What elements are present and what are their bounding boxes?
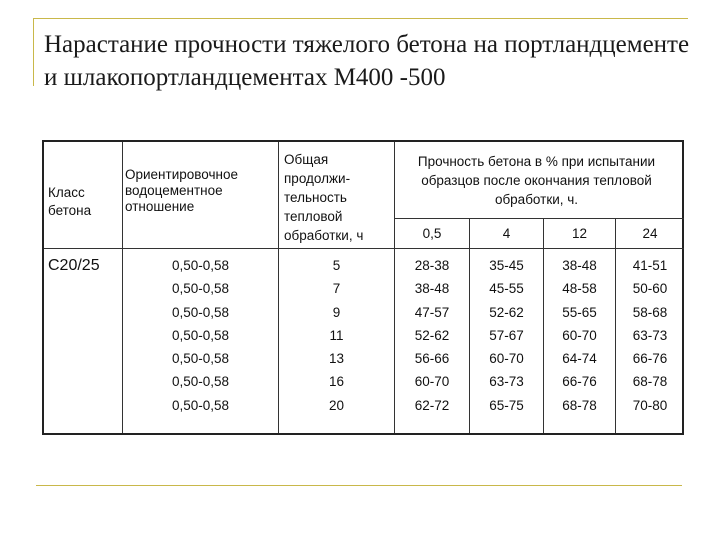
table-cell: 55-65 xyxy=(562,304,597,320)
left-decorative-line xyxy=(33,18,34,86)
table-cell: 0,50-0,58 xyxy=(171,327,230,343)
table-cell: 66-76 xyxy=(632,351,668,367)
table-cell: 47-57 xyxy=(414,304,450,320)
header-duration: Общая продолжи-тельность тепловой обработки, ч xyxy=(284,152,364,243)
table-cell: 0,50-0,58 xyxy=(171,351,230,367)
top-decorative-line xyxy=(33,18,688,19)
strength-12-column xyxy=(544,254,615,417)
table-divider xyxy=(44,248,684,249)
table-cell: 16 xyxy=(328,374,345,390)
table-cell: 0,50-0,58 xyxy=(171,258,230,273)
table-cell: 60-70 xyxy=(414,374,450,390)
table-cell: 60-70 xyxy=(489,351,524,367)
header-class: Класс бетона xyxy=(48,185,92,218)
table-cell: 0,50-0,58 xyxy=(171,304,230,320)
class-value: С20/25 xyxy=(48,257,100,274)
table-cell: 52-62 xyxy=(489,304,524,320)
table-cell: 41-51 xyxy=(632,258,668,273)
table-cell: 63-73 xyxy=(489,374,524,390)
header-water-cement: Ориентировочное водоцементное отношение xyxy=(125,167,238,214)
header-time-12: 12 xyxy=(571,226,588,241)
strength-24-column xyxy=(616,254,684,417)
table-cell: 13 xyxy=(328,351,345,367)
table-cell: 50-60 xyxy=(632,281,668,297)
table-cell: 0,50-0,58 xyxy=(171,374,230,390)
header-strength: Прочность бетона в % при испытании образцов после окончания тепловой обработки, ч. xyxy=(417,154,656,207)
table-divider xyxy=(394,218,684,219)
table-cell: 7 xyxy=(332,281,341,297)
table-cell: 20 xyxy=(328,397,345,413)
table-cell: 35-45 xyxy=(489,258,524,273)
table-cell: 66-76 xyxy=(562,374,597,390)
table-cell: 63-73 xyxy=(632,327,668,343)
header-time-24: 24 xyxy=(642,226,658,241)
table-cell: 9 xyxy=(332,304,341,320)
table-cell: 60-70 xyxy=(562,327,597,343)
table-cell: 38-48 xyxy=(414,281,450,297)
table-cell: 70-80 xyxy=(632,397,668,413)
header-time-4: 4 xyxy=(502,226,511,241)
header-time-05: 0,5 xyxy=(422,226,442,241)
table-cell: 57-67 xyxy=(489,327,524,343)
table-cell: 65-75 xyxy=(489,397,524,413)
table-cell: 0,50-0,58 xyxy=(171,397,230,413)
table-cell: 64-74 xyxy=(562,351,597,367)
table-cell: 5 xyxy=(332,258,341,273)
table-cell: 68-78 xyxy=(562,397,597,413)
page-title: Нарастание прочности тяжелого бетона на портландцементе и шлакопортландцементах М400 -500 xyxy=(44,31,690,91)
table-cell: 68-78 xyxy=(632,374,668,390)
table-cell: 45-55 xyxy=(489,281,524,297)
table-cell: 58-68 xyxy=(632,304,668,320)
table-cell: 52-62 xyxy=(414,327,450,343)
table-cell: 62-72 xyxy=(414,397,450,413)
bottom-decorative-line xyxy=(36,485,682,486)
table-cell: 11 xyxy=(329,327,344,343)
table-cell: 48-58 xyxy=(562,281,597,297)
duration-column xyxy=(279,254,394,417)
table-cell: 56-66 xyxy=(414,351,450,367)
table-cell: 28-38 xyxy=(414,258,450,273)
strength-4-column xyxy=(470,254,543,417)
table-cell: 0,50-0,58 xyxy=(171,281,230,297)
strength-table xyxy=(42,140,684,435)
table-cell: 38-48 xyxy=(562,258,597,273)
water-cement-column xyxy=(123,254,278,417)
strength-05-column xyxy=(395,254,469,417)
